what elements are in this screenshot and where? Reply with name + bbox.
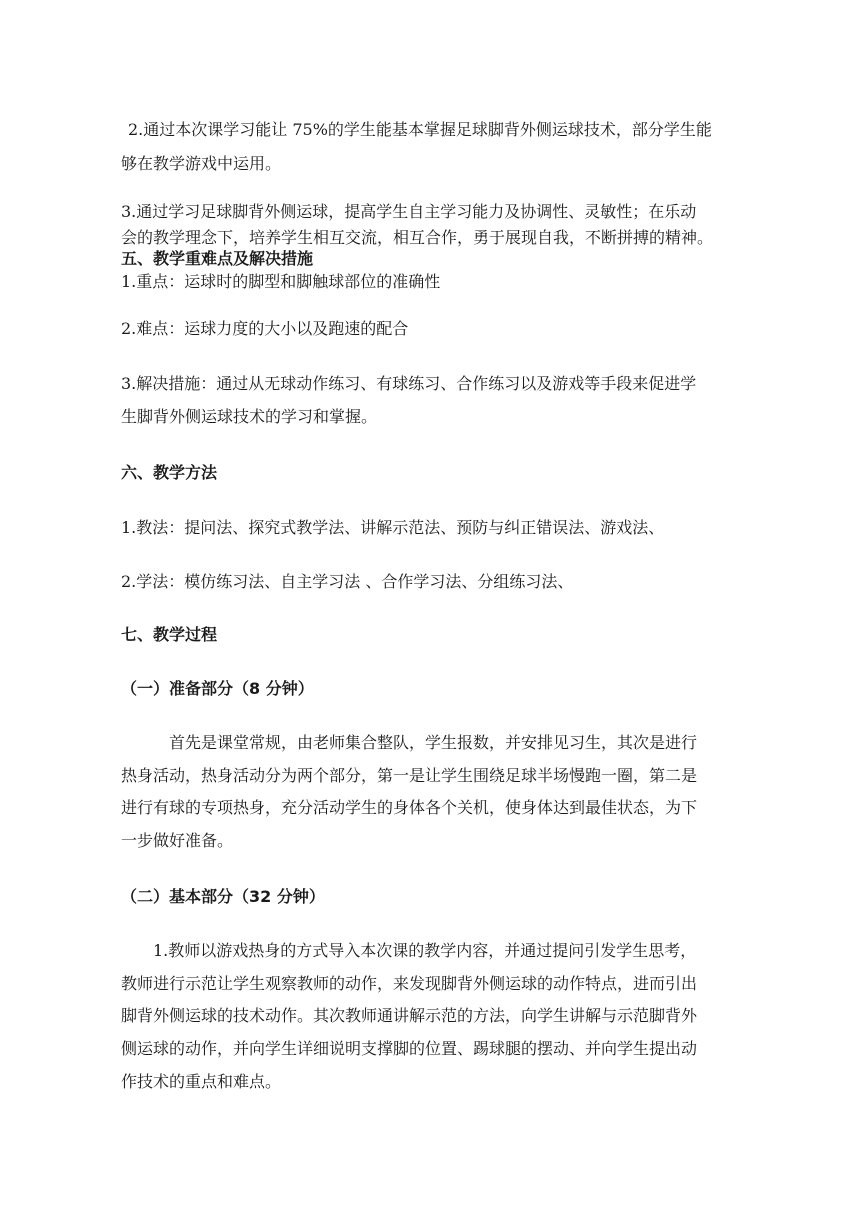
basic-part-line-5: 作技术的重点和难点。 [121,1072,282,1091]
goal-2-line-1: 2.通过本次课学习能让 75%的学生能基本掌握足球脚背外侧运球技术，部分学生能 [128,120,712,139]
solution-line-1: 3.解决措施：通过从无球动作练习、有球练习、合作练习以及游戏等手段来促进学 [121,374,697,393]
preparation-part-heading: （一）准备部分（8 分钟） [121,679,314,698]
solution-line-2: 生脚背外侧运球技术的学习和掌握。 [121,407,378,426]
learning-methods-text: 2.学法：模仿练习法、自主学习法 、合作学习法、分组练习法、 [121,572,574,591]
basic-part-heading: （二）基本部分（32 分钟） [121,887,325,906]
preparation-line-3: 进行有球的专项热身，充分活动学生的身体各个关机，使身体达到最佳状态，为下 [121,798,698,817]
goal-2-line-2: 够在教学游戏中运用。 [121,154,282,173]
section-5-heading: 五、教学重难点及解决措施 [121,249,314,268]
section-6-heading: 六、教学方法 [121,463,218,482]
preparation-line-4: 一步做好准备。 [121,831,234,850]
key-point-text: 1.重点：运球时的脚型和脚触球部位的准确性 [121,272,441,291]
basic-part-line-2: 教师进行示范让学生观察教师的动作，来发现脚背外侧运球的动作特点，进而引出 [121,974,698,993]
basic-part-line-1: 1.教师以游戏热身的方式导入本次课的教学内容，并通过提问引发学生思考， [153,941,697,960]
difficulty-text: 2.难点：运球力度的大小以及跑速的配合 [121,319,409,338]
basic-part-line-3: 脚背外侧运球的技术动作。其次教师通讲解示范的方法，向学生讲解与示范脚背外 [121,1006,698,1025]
teaching-methods-text: 1.教法：提问法、探究式教学法、讲解示范法、预防与纠正错误法、游戏法、 [121,518,665,537]
goal-3-line-2: 会的教学理念下，培养学生相互交流，相互合作，勇于展现自我，不断拼搏的精神。 [121,228,714,247]
section-7-heading: 七、教学过程 [121,625,218,644]
basic-part-line-4: 侧运球的动作，并向学生详细说明支撑脚的位置、踢球腿的摆动、并向学生提出动 [121,1039,698,1058]
preparation-line-2: 热身活动，热身活动分为两个部分，第一是让学生围绕足球半场慢跑一圈，第二是 [121,766,698,785]
preparation-line-1: 首先是课堂常规，由老师集合整队，学生报数，并安排见习生，其次是进行 [169,733,698,752]
goal-3-line-1: 3.通过学习足球脚背外侧运球，提高学生自主学习能力及协调性、灵敏性；在乐动 [121,202,697,221]
